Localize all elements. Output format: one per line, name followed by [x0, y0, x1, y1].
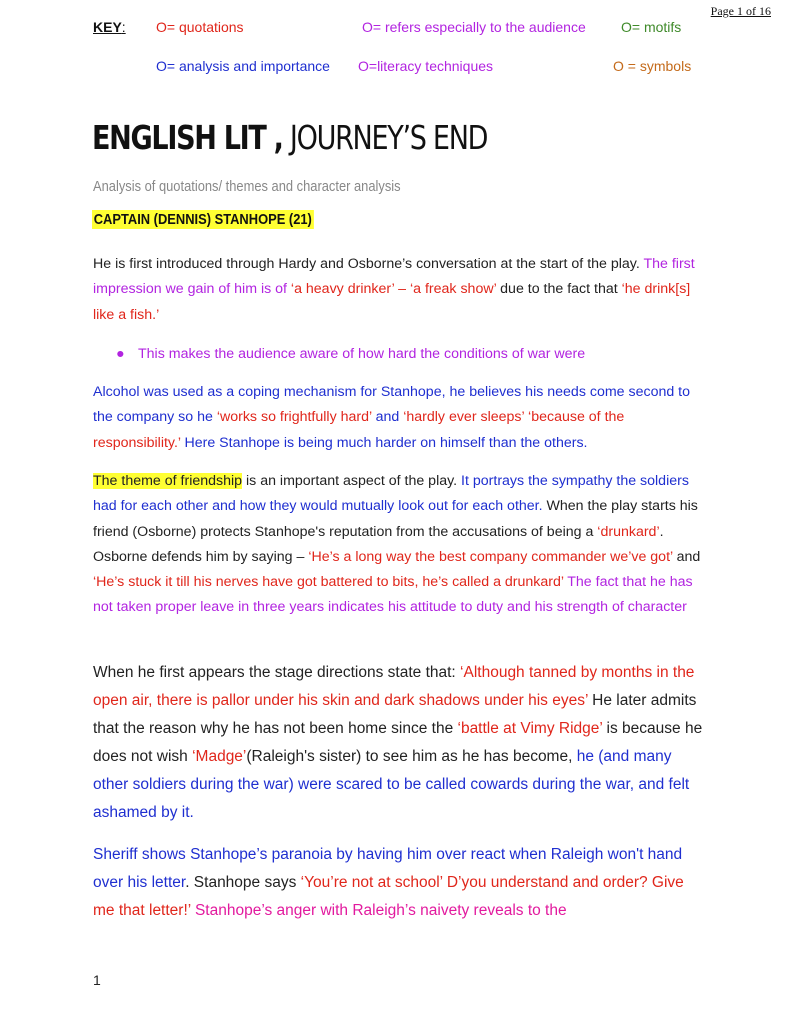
- text-analysis: Alcohol was used as a coping mechanism for Stanhope, he believes his needs come second to the company so he: [93, 384, 691, 426]
- quotation: ‘works so frightfully hard’: [216, 409, 372, 426]
- key-audience: O= refers especially to the audience: [362, 19, 586, 35]
- paragraph-stage-directions: [93, 659, 705, 827]
- section-heading: CAPTAIN (DENNIS) STANHOPE (21): [93, 211, 312, 228]
- quotation: ‘he drink[s] like a fish.’: [93, 281, 691, 323]
- quotation: ‘Madge’: [192, 748, 247, 765]
- text: . Osborne defends him by saying –: [93, 523, 664, 565]
- quotation: ‘He’s stuck it till his nerves have got battered to bits, he’s called a drunkard’: [93, 574, 564, 591]
- text-analysis: he (and many other soldiers during the war) were scared to be called cowards during the war, and felt ashamed by it.: [93, 748, 690, 821]
- text-analysis: Sheriff shows Stanhope’s paranoia by having him over react when Raleigh won't hand over his letter: [93, 846, 683, 891]
- quotation: ‘battle at Vimy Ridge’: [457, 720, 603, 737]
- title-bold: ENGLISH LIT ,: [92, 118, 283, 157]
- text-analysis: It portrays the sympathy the soldiers had for each other and how they would mutually look out for each other.: [93, 473, 689, 515]
- text-analysis: and: [371, 409, 404, 426]
- quotation: ‘hardly ever sleeps’ ‘because of the responsibility.’: [93, 409, 625, 451]
- page-number: 1: [93, 972, 101, 988]
- quotation: ‘Although tanned by months in the open air, there is pallor under his skin and dark shadows under his eyes’: [93, 664, 695, 709]
- title-light: JOURNEY’S END: [289, 118, 488, 157]
- quotation: ‘a heavy drinker’ – ‘a freak show’: [290, 281, 497, 298]
- key-label: KEY:: [93, 19, 126, 35]
- key-literacy-techniques: O=literacy techniques: [358, 58, 494, 74]
- key-motifs: O= motifs: [621, 19, 682, 35]
- bullet-text: This makes the audience aware of how hard the conditions of war were: [138, 346, 586, 362]
- text: (Raleigh's sister) to see him as he has become,: [246, 748, 577, 765]
- quotation: ‘You’re not at school’ D’you understand and order? Give me that letter!’: [93, 874, 684, 919]
- text: due to the fact that: [496, 281, 622, 298]
- key-analysis: O= analysis and importance: [156, 58, 330, 74]
- text-audience: The first impression we gain of him is of: [93, 256, 695, 298]
- text: He is first introduced through Hardy and Osborne’s conversation at the start of the play.: [93, 256, 640, 272]
- theme-highlight: The theme of friendship: [93, 473, 243, 489]
- quotation: ‘drunkard’: [597, 523, 660, 540]
- text: When he first appears the stage directions state that:: [93, 664, 461, 681]
- text-analysis: Here Stanhope is being much harder on himself than the others.: [180, 434, 588, 451]
- quotation: ‘He’s a long way the best company commander we’ve got’: [308, 548, 673, 565]
- page-count: Page 1 of 16: [710, 4, 771, 18]
- paragraph-friendship: [93, 469, 705, 621]
- text-audience: The fact that he has not taken proper leave in three years indicates his attitude to duty and his strength of character: [93, 574, 693, 616]
- text: When the play starts his friend (Osborne) protects Stanhope's reputation from the accusations of being a: [93, 498, 698, 540]
- paragraph-alcohol: [93, 380, 705, 456]
- bullet-icon: ●: [116, 346, 125, 362]
- bullet-item: [116, 343, 585, 365]
- key-symbols: O = symbols: [613, 58, 692, 74]
- text-audience: Stanhope’s anger with Raleigh’s naivety reveals to the: [190, 902, 567, 919]
- text: and: [672, 548, 701, 565]
- text: is because he does not wish: [93, 720, 703, 765]
- page-subtitle: Analysis of quotations/ themes and character analysis: [93, 178, 401, 195]
- page-title: [92, 118, 487, 157]
- text: is an important aspect of the play.: [242, 473, 462, 489]
- text: He later admits that the reason why he has not been home since the: [93, 692, 697, 737]
- paragraph-paranoia: [93, 841, 705, 925]
- key-quotations: O= quotations: [156, 19, 244, 35]
- text: . Stanhope says: [185, 874, 301, 891]
- paragraph-intro: [93, 252, 705, 328]
